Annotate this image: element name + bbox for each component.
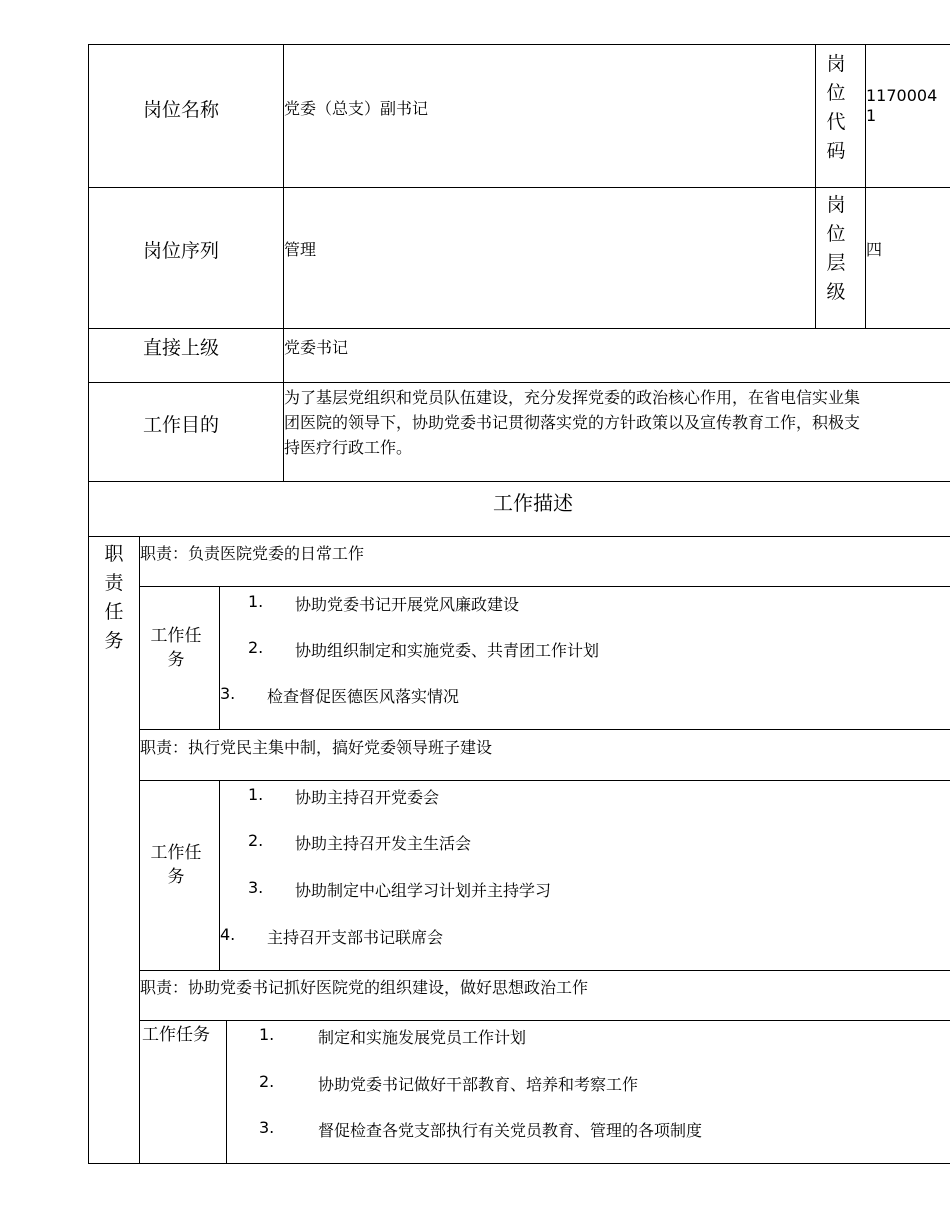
task-text: 督促检查各党支部执行有关党员教育、管理的各项制度 <box>318 1121 703 1140</box>
superior-value: 党委书记 <box>284 338 349 357</box>
task-number: 1. <box>248 785 264 804</box>
position-code-label: 岗 位 代 码 <box>826 53 846 162</box>
task-number: 2. <box>259 1072 275 1091</box>
position-sequence-label: 岗位序列 <box>143 240 220 262</box>
task-label: 工作任务 <box>150 843 202 887</box>
position-level-label: 岗 位 层 级 <box>826 194 846 303</box>
task-number: 4. <box>220 925 236 944</box>
section-title: 工作描述 <box>493 491 573 515</box>
task-text: 检查督促医德医风落实情况 <box>267 687 460 706</box>
task-number: 1. <box>259 1025 275 1044</box>
task-text: 协助主持召开发主生活会 <box>295 834 472 853</box>
duty-title: 职责：协助党委书记抓好医院党的组织建设，做好思想政治工作 <box>140 978 589 997</box>
task-text: 协助党委书记做好干部教育、培养和考察工作 <box>318 1075 639 1094</box>
task-text: 制定和实施发展党员工作计划 <box>318 1028 527 1047</box>
task-text: 协助党委书记开展党风廉政建设 <box>295 595 520 614</box>
purpose-text: 为了基层党组织和党员队伍建设，充分发挥党委的政治核心作用，在省电信实业集 团医院的领导下，协助党委书记贯彻落实党的方针政策以及宣传教育工作，积极支 持医疗行政工作。 <box>284 388 861 457</box>
task-text: 主持召开支部书记联席会 <box>267 928 444 947</box>
task-label: 工作任务 <box>150 626 202 670</box>
task-number: 3. <box>259 1118 275 1137</box>
task-number: 2. <box>248 831 264 850</box>
position-sequence-value: 管理 <box>284 240 317 259</box>
position-name-value: 党委（总支）副书记 <box>284 99 429 118</box>
duty-title: 职责：负责医院党委的日常工作 <box>140 544 365 563</box>
purpose-label: 工作目的 <box>143 414 220 436</box>
superior-label: 直接上级 <box>143 337 220 359</box>
task-text: 协助主持召开党委会 <box>295 788 440 807</box>
task-number: 2. <box>248 638 264 657</box>
position-name-label: 岗位名称 <box>143 99 220 121</box>
task-number: 3. <box>248 878 264 897</box>
duties-label: 职 责 任 务 <box>104 543 124 652</box>
position-code-value: 1170004 1 <box>866 86 938 125</box>
duty-title: 职责：执行党民主集中制，搞好党委领导班子建设 <box>140 738 493 757</box>
task-text: 协助组织制定和实施党委、共青团工作计划 <box>295 641 600 660</box>
task-label: 工作任务 <box>142 1025 210 1045</box>
task-number: 1. <box>248 592 264 611</box>
position-level-value: 四 <box>866 240 883 259</box>
task-number: 3. <box>220 684 236 703</box>
task-text: 协助制定中心组学习计划并主持学习 <box>295 881 552 900</box>
